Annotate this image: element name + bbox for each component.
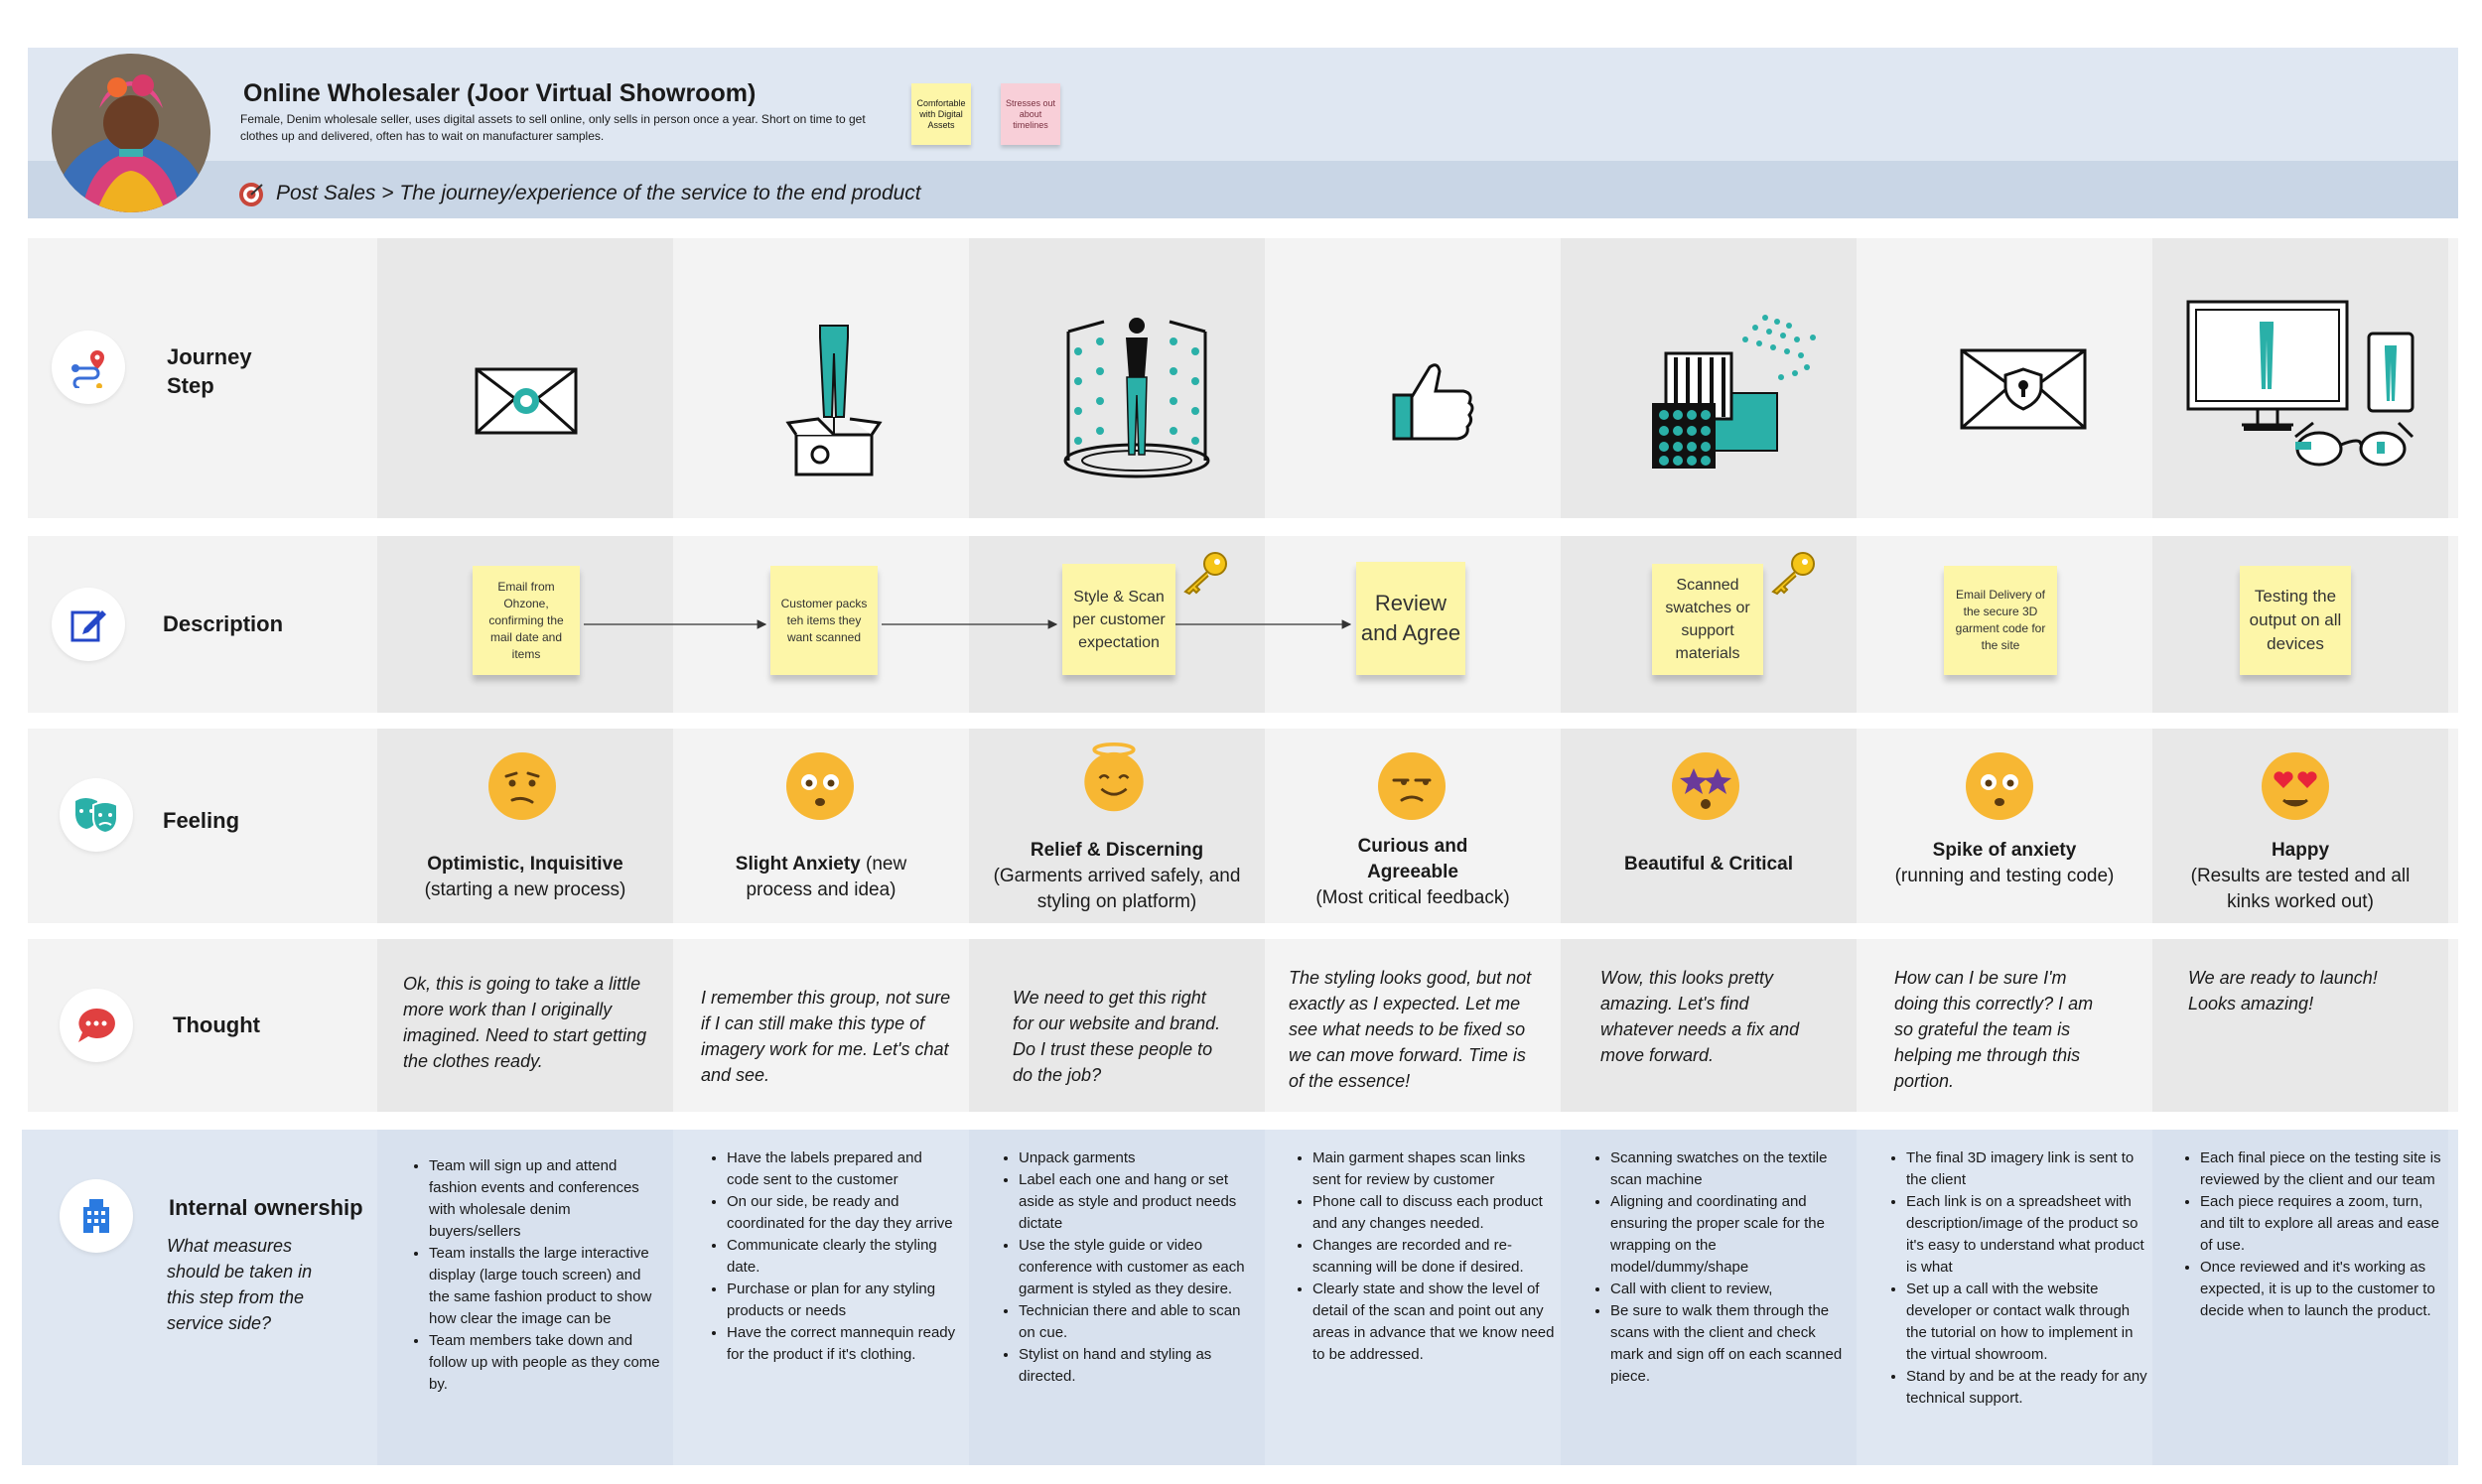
building-icon xyxy=(60,1179,133,1253)
feeling-text: Optimistic, Inquisitive (starting a new process) xyxy=(424,854,626,900)
feeling-text: Spike of anxiety (running and testing code) xyxy=(1894,840,2115,886)
description-row xyxy=(28,536,2458,713)
flow-arrows xyxy=(28,536,2458,713)
key-icon xyxy=(1767,550,1817,601)
description-note: Testing the output on all devices xyxy=(2240,566,2351,675)
persona-pain-sticky: Stresses out about timelines xyxy=(1001,83,1060,145)
feeling-text: Happy (Results are tested and all kinks worked out) xyxy=(2190,840,2411,912)
ownership-item: • Team will sign up and attend fashion events and conferences with wholesale denim buyers/sellers xyxy=(429,1155,663,1243)
ownership-item: • Purchase or plan for any styling products or needs xyxy=(727,1279,957,1322)
journey-step-label: Journey Step xyxy=(167,344,252,398)
journey-step-row xyxy=(28,238,2458,518)
description-note: Review and Agree xyxy=(1356,562,1465,675)
ownership-item: • Technician there and able to scan on cue. xyxy=(1019,1300,1255,1344)
feeling-text: Relief & Discerning (Garments arrived safely, and styling on platform) xyxy=(993,840,1241,912)
scanner-booth-icon xyxy=(1060,312,1213,485)
feeling-text: Curious and Agreeable (Most critical feedback) xyxy=(1315,836,1510,908)
thought-text: We need to get this right for our website and brand. Do I trust these people to do the job? xyxy=(1013,988,1221,1085)
ownership-item: • Each link is on a spreadsheet with description/image of the product so it's easy to understand what product is what xyxy=(1906,1191,2148,1279)
ownership-item: • Stylist on hand and styling as directed. xyxy=(1019,1344,1255,1388)
ownership-item: • Scanning swatches on the textile scan machine xyxy=(1610,1147,1853,1191)
thumbs-up-icon xyxy=(1390,357,1477,450)
ownership-item: • Have the correct mannequin ready for the product if it's clothing. xyxy=(727,1322,957,1366)
key-icon xyxy=(1179,550,1229,601)
ownership-list xyxy=(709,1147,957,1366)
star-eyes-face-icon xyxy=(1670,750,1741,822)
thought-text: The styling looks good, but not exactly as I expected. Let me see what needs to be fixed so we can move forward. Time is of the essence! xyxy=(1289,968,1532,1091)
ownership-label: Internal ownership xyxy=(169,1195,363,1220)
description-note: Scanned swatches or support materials xyxy=(1652,564,1763,675)
ownership-question: What measures should be taken in this step from the service side? xyxy=(167,1236,313,1333)
anxious-face-icon xyxy=(1964,750,2035,822)
unamused-face-icon xyxy=(1376,750,1448,822)
ownership-item: • On our side, be ready and coordinated for the day they arrive xyxy=(727,1191,957,1235)
ownership-item: • Use the style guide or video conference with customer as each garment is styled as they desire. xyxy=(1019,1235,1255,1300)
thought-text: Wow, this looks pretty amazing. Let's find whatever needs a fix and move forward. xyxy=(1600,968,1800,1065)
skeptical-face-icon xyxy=(486,750,558,822)
thought-text: I remember this group, not sure if I can still make this type of imagery work for me. Let's chat and see. xyxy=(701,988,951,1085)
persona-trait-sticky: Comfortable with Digital Assets xyxy=(911,83,971,145)
ownership-item: • Each piece requires a zoom, turn, and tilt to explore all areas and ease of use. xyxy=(2200,1191,2442,1257)
thought-text: We are ready to launch! Looks amazing! xyxy=(2188,968,2378,1013)
ownership-item: • The final 3D imagery link is sent to the client xyxy=(1906,1147,2148,1191)
envelope-icon xyxy=(475,367,578,440)
description-label: Description xyxy=(163,611,284,636)
map-route-icon xyxy=(52,331,125,404)
journey-phase: Post Sales > The journey/experience of the service to the end product xyxy=(276,182,921,204)
devices-icon xyxy=(2184,298,2422,481)
feeling-row xyxy=(28,729,2458,923)
description-note: Email Delivery of the secure 3D garment code for the site xyxy=(1944,566,2057,675)
ownership-item: • Have the labels prepared and code sent to the customer xyxy=(727,1147,957,1191)
halo-face-icon xyxy=(1078,742,1150,814)
ownership-item: • Communicate clearly the styling date. xyxy=(727,1235,957,1279)
ownership-list xyxy=(2182,1147,2442,1322)
description-note: Customer packs teh items they want scanned xyxy=(770,566,878,675)
description-note: Style & Scan per customer expectation xyxy=(1062,564,1175,675)
heart-eyes-face-icon xyxy=(2260,750,2331,822)
secure-envelope-icon xyxy=(1959,347,2088,436)
ownership-item: • Call with client to review, xyxy=(1610,1279,1853,1300)
theater-masks-icon xyxy=(60,778,133,852)
ownership-list xyxy=(1001,1147,1255,1388)
ownership-item: • Clearly state and show the level of detail of the scan and point out any areas in advance that we know need to be addressed. xyxy=(1312,1279,1555,1366)
thought-text: How can I be sure I'm doing this correctly? I am so grateful the team is helping me through this portion. xyxy=(1894,968,2094,1091)
thought-label: Thought xyxy=(173,1012,260,1037)
anxious-face-icon xyxy=(784,750,856,822)
ownership-item: • Phone call to discuss each product and any changes needed. xyxy=(1312,1191,1555,1235)
thought-text: Ok, this is going to take a little more work than I originally imagined. Need to start getting the clothes ready. xyxy=(403,974,647,1071)
ownership-item: • Label each one and hang or set aside as style and product needs dictate xyxy=(1019,1169,1255,1235)
ownership-list xyxy=(1888,1147,2148,1410)
ownership-row xyxy=(22,1130,2458,1465)
jeans-box-icon xyxy=(784,324,884,485)
target-icon xyxy=(238,182,264,207)
ownership-item: • Team installs the large interactive display (large touch screen) and the same fashion product to show how clear the image can be xyxy=(429,1243,663,1330)
ownership-item: • Set up a call with the website developer or contact walk through the tutorial on how to implement in the virtual showroom. xyxy=(1906,1279,2148,1366)
persona-title: Online Wholesaler (Joor Virtual Showroom) xyxy=(243,79,757,107)
persona-avatar xyxy=(52,54,210,212)
thought-row xyxy=(28,939,2458,1112)
chat-bubble-icon xyxy=(60,989,133,1062)
ownership-item: • Each final piece on the testing site is reviewed by the client and our team xyxy=(2200,1147,2442,1191)
ownership-item: • Unpack garments xyxy=(1019,1147,1255,1169)
feeling-text: Slight Anxiety (new process and idea) xyxy=(735,854,907,900)
ownership-item: • Team members take down and follow up with people as they come by. xyxy=(429,1330,663,1396)
persona-description: Female, Denim wholesale seller, uses digital assets to sell online, only sells in person once a year. Short on time to get clothes up and delivered, often has to wait on manufacturer samples. xyxy=(240,112,866,143)
ownership-list xyxy=(1295,1147,1555,1366)
ownership-list xyxy=(1592,1147,1853,1388)
feeling-text: Beautiful & Critical xyxy=(1624,854,1793,875)
feeling-label: Feeling xyxy=(163,808,240,833)
swatches-icon xyxy=(1646,298,1835,481)
description-note: Email from Ohzone, confirming the mail date and items xyxy=(473,566,580,675)
ownership-item: • Once reviewed and it's working as expected, it is up to the customer to decide when to launch the product. xyxy=(2200,1257,2442,1322)
ownership-item: • Main garment shapes scan links sent for review by customer xyxy=(1312,1147,1555,1191)
ownership-item: • Stand by and be at the ready for any technical support. xyxy=(1906,1366,2148,1410)
ownership-item: • Aligning and coordinating and ensuring the proper scale for the wrapping on the model/dummy/shape xyxy=(1610,1191,1853,1279)
ownership-item: • Changes are recorded and re-scanning will be done if desired. xyxy=(1312,1235,1555,1279)
ownership-list xyxy=(411,1155,663,1396)
ownership-item: • Be sure to walk them through the scans with the client and check mark and sign off on each scanned piece. xyxy=(1610,1300,1853,1388)
